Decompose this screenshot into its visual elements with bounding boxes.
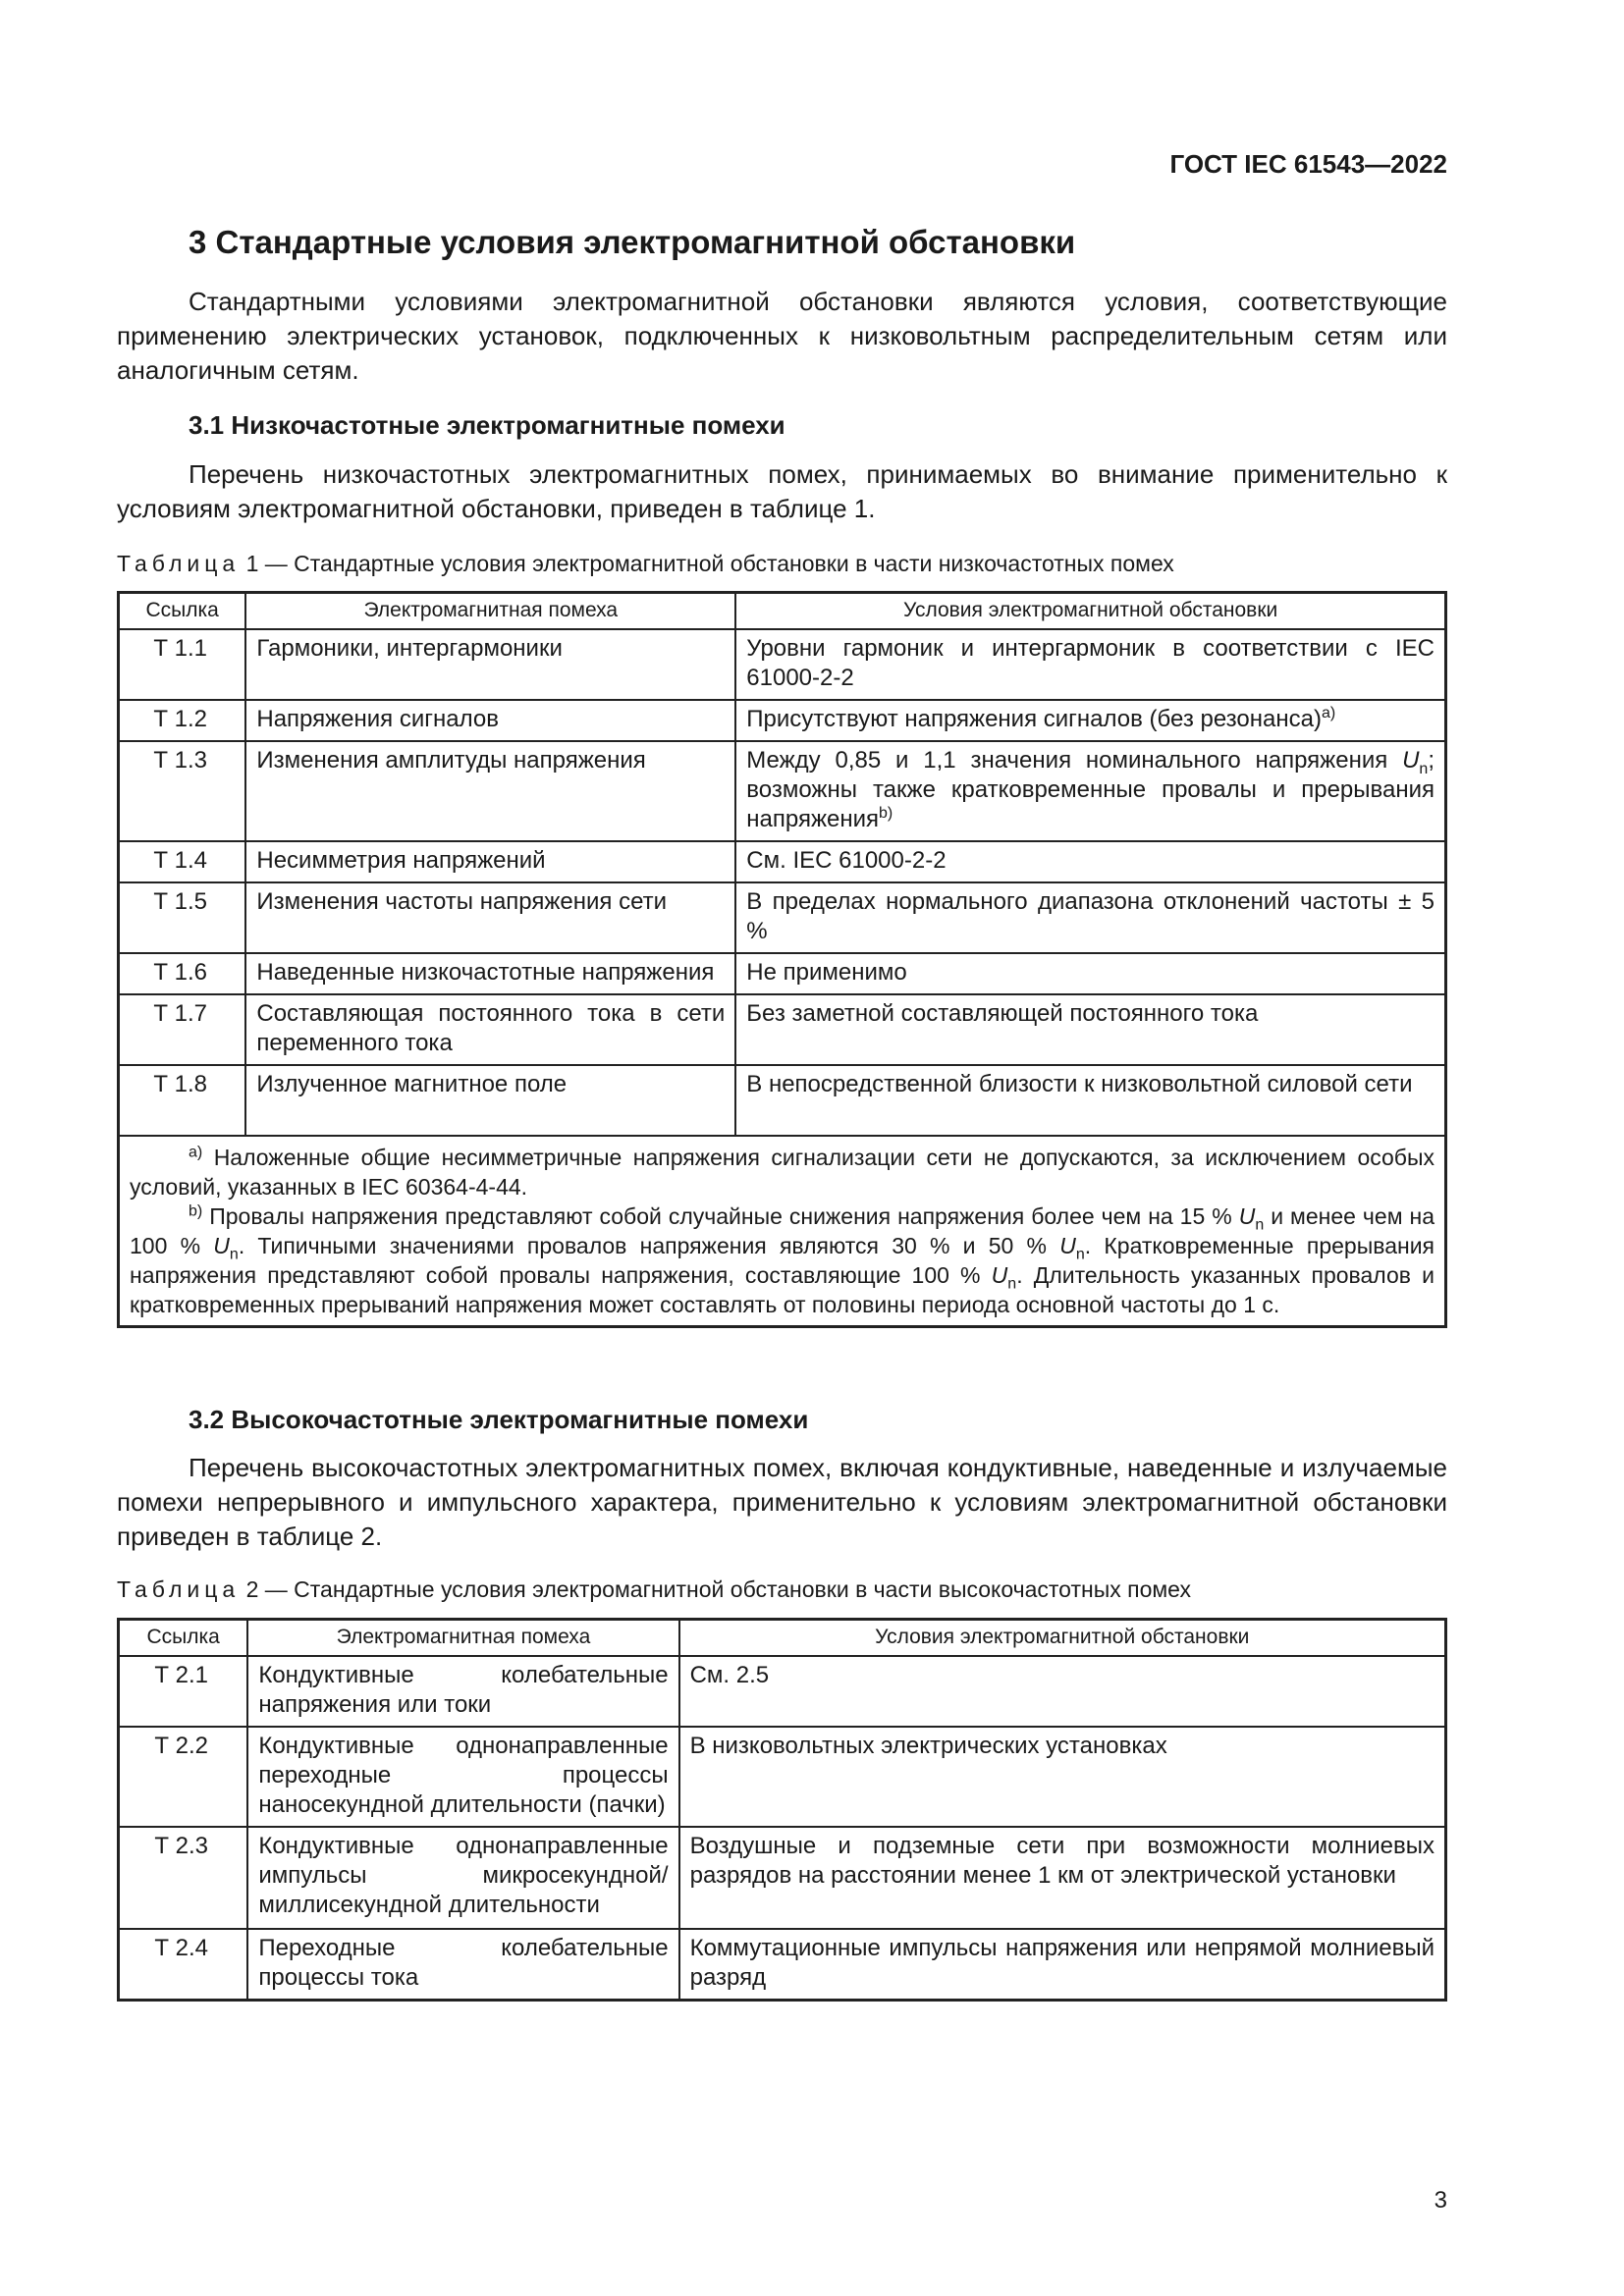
- cell-ref: Т 2.2: [119, 1727, 248, 1827]
- subsection-3-2-text: Перечень высокочастотных электромагнитных помех, включая кондуктивные, наведенные и излучаемые помехи непрерывного и импульсного характера, применительно к условиям электромагнитной обстановки приведен в таблице 2.: [117, 1453, 1447, 1551]
- note-a-mark: a): [189, 1144, 203, 1161]
- cell-conditions: [735, 700, 1445, 741]
- table-2-caption: [117, 1576, 1191, 1603]
- footnote-mark: a): [1321, 705, 1336, 721]
- cell-ref: Т 2.3: [119, 1827, 248, 1929]
- cell-disturbance: Гармоники, интергармоники: [245, 629, 735, 700]
- cell-ref: Т 1.4: [119, 841, 246, 882]
- cell-disturbance: Изменения амплитуды напряжения: [245, 741, 735, 841]
- cell-conditions: Не применимо: [735, 953, 1445, 994]
- table-2-caption-label: Таблица: [117, 1576, 241, 1602]
- table-1-caption-label: Таблица: [117, 551, 241, 576]
- note-b-text: Провалы напряжения представляют собой случайные снижения напряжения более чем на 15 %: [202, 1203, 1239, 1229]
- note-b-text: . Кратковременные прерывания напряжения представляют собой провалы напряжения, составляющие 100 %: [130, 1233, 1435, 1288]
- document-page: [117, 0, 1447, 2296]
- cell-disturbance: Кондуктивные однонаправленные переходные процессы наносекундной длительности (пачки): [247, 1727, 678, 1827]
- subsection-3-1-text: Перечень низкочастотных электромагнитных помех, принимаемых во внимание применительно к условиям электромагнитной обстановки, приведен в таблице 1.: [117, 459, 1447, 523]
- note-b-text: . Типичными значениями провалов напряжения являются 30 % и 50 %: [238, 1233, 1060, 1258]
- voltage-symbol: U: [1238, 1203, 1256, 1229]
- subsection-3-1-title: 3.1 Низкочастотные электромагнитные помехи: [189, 410, 785, 440]
- cell-ref: Т 2.4: [119, 1929, 248, 2001]
- cell-disturbance: Излученное магнитное поле: [245, 1065, 735, 1136]
- column-header-conditions: Условия электромагнитной обстановки: [735, 593, 1445, 630]
- table-row: [119, 1727, 1446, 1827]
- cell-ref: Т 1.5: [119, 882, 246, 953]
- table-notes: [119, 1136, 1446, 1327]
- table-row: [119, 882, 1446, 953]
- cell-conditions: [735, 741, 1445, 841]
- table-1-caption-text: 1 — Стандартные условия электромагнитной обстановки в части низкочастотных помех: [240, 551, 1174, 576]
- table-header-row: [119, 593, 1446, 630]
- table-row: [119, 953, 1446, 994]
- footnote-mark: b): [879, 805, 893, 822]
- cell-conditions: Коммутационные импульсы напряжения или непрямой молниевый разряд: [679, 1929, 1446, 2001]
- cell-disturbance: Напряжения сигналов: [245, 700, 735, 741]
- cell-ref: Т 1.3: [119, 741, 246, 841]
- cell-disturbance: Переходные колебательные процессы тока: [247, 1929, 678, 2001]
- table-row: [119, 1656, 1446, 1727]
- table-row: [119, 1065, 1446, 1136]
- note-a-text: Наложенные общие несимметричные напряжения сигнализации сети не допускаются, за исключением особых условий, указанных в IEC 60364-4-44.: [130, 1145, 1435, 1200]
- cell-disturbance: Кондуктивные колебательные напряжения или токи: [247, 1656, 678, 1727]
- column-header-ref: Ссылка: [119, 1620, 248, 1657]
- page-number: 3: [1434, 2187, 1447, 2214]
- cell-conditions: В непосредственной близости к низковольтной силовой сети: [735, 1065, 1445, 1136]
- cell-disturbance: Наведенные низкочастотные напряжения: [245, 953, 735, 994]
- column-header-disturbance: Электромагнитная помеха: [247, 1620, 678, 1657]
- table-2: [117, 1618, 1447, 2002]
- voltage-subscript: n: [1075, 1246, 1085, 1263]
- section-3-intro: Стандартными условиями электромагнитной обстановки являются условия, соответствующие применению электрических установок, подключенных к низковольтным распределительным сетям или аналогичным сетям.: [117, 287, 1447, 385]
- document-code: ГОСТ IEC 61543—2022: [1169, 149, 1447, 179]
- cell-ref: Т 1.6: [119, 953, 246, 994]
- conditions-text: Между 0,85 и 1,1 значения номинального напряжения: [746, 747, 1403, 774]
- cell-ref: Т 1.2: [119, 700, 246, 741]
- conditions-text: Присутствуют напряжения сигналов (без резонанса): [746, 706, 1322, 732]
- column-header-ref: Ссылка: [119, 593, 246, 630]
- table-1-caption: [117, 551, 1174, 577]
- cell-disturbance: Кондуктивные однонаправленные импульсы микросекундной/миллисекундной длительности: [247, 1827, 678, 1929]
- voltage-symbol: U: [991, 1262, 1008, 1288]
- table-1: [117, 591, 1447, 1328]
- voltage-symbol: U: [1402, 747, 1420, 774]
- table-notes-row: [119, 1136, 1446, 1327]
- section-3-title: 3 Стандартные условия электромагнитной обстановки: [189, 224, 1076, 260]
- column-header-conditions: Условия электромагнитной обстановки: [679, 1620, 1446, 1657]
- cell-conditions: Без заметной составляющей постоянного тока: [735, 994, 1445, 1065]
- conditions-text: ; возможны также кратковременные провалы и прерывания напряжения: [746, 747, 1435, 832]
- voltage-subscript: n: [1007, 1275, 1017, 1293]
- cell-disturbance: Составляющая постоянного тока в сети переменного тока: [245, 994, 735, 1065]
- cell-disturbance: Изменения частоты напряжения сети: [245, 882, 735, 953]
- subsection-3-2-title: 3.2 Высокочастотные электромагнитные помехи: [189, 1405, 809, 1434]
- column-header-disturbance: Электромагнитная помеха: [245, 593, 735, 630]
- cell-ref: Т 2.1: [119, 1656, 248, 1727]
- voltage-subscript: n: [1255, 1216, 1265, 1234]
- table-header-row: [119, 1620, 1446, 1657]
- cell-disturbance: Несимметрия напряжений: [245, 841, 735, 882]
- note-b-text: и менее чем на 100 %: [130, 1203, 1435, 1258]
- table-row: [119, 629, 1446, 700]
- cell-conditions: В низковольтных электрических установках: [679, 1727, 1446, 1827]
- voltage-subscript: n: [1419, 760, 1429, 777]
- cell-ref: Т 1.1: [119, 629, 246, 700]
- voltage-symbol: U: [1059, 1233, 1076, 1258]
- cell-conditions: См. 2.5: [679, 1656, 1446, 1727]
- cell-conditions: См. IEC 61000-2-2: [735, 841, 1445, 882]
- table-2-caption-text: 2 — Стандартные условия электромагнитной обстановки в части высокочастотных помех: [240, 1576, 1191, 1602]
- cell-ref: Т 1.8: [119, 1065, 246, 1136]
- note-b-text: . Длительность указанных провалов и кратковременных прерываний напряжения может составлять от половины периода основной частоты до 1 с.: [130, 1262, 1435, 1317]
- table-row: [119, 1827, 1446, 1929]
- cell-ref: Т 1.7: [119, 994, 246, 1065]
- note-a: [130, 1143, 1435, 1201]
- table-row: [119, 1929, 1446, 2001]
- voltage-symbol: U: [213, 1233, 230, 1258]
- cell-conditions: Уровни гармоник и интергармоник в соответствии с IEC 61000-2-2: [735, 629, 1445, 700]
- note-b-mark: b): [189, 1202, 203, 1220]
- table-row: [119, 994, 1446, 1065]
- table-row: [119, 841, 1446, 882]
- cell-conditions: Воздушные и подземные сети при возможности молниевых разрядов на расстоянии менее 1 км от электрической установки: [679, 1827, 1446, 1929]
- voltage-subscript: n: [229, 1246, 239, 1263]
- table-row: [119, 700, 1446, 741]
- cell-conditions: В пределах нормального диапазона отклонений частоты ± 5 %: [735, 882, 1445, 953]
- note-b: [130, 1201, 1435, 1319]
- table-row: [119, 741, 1446, 841]
